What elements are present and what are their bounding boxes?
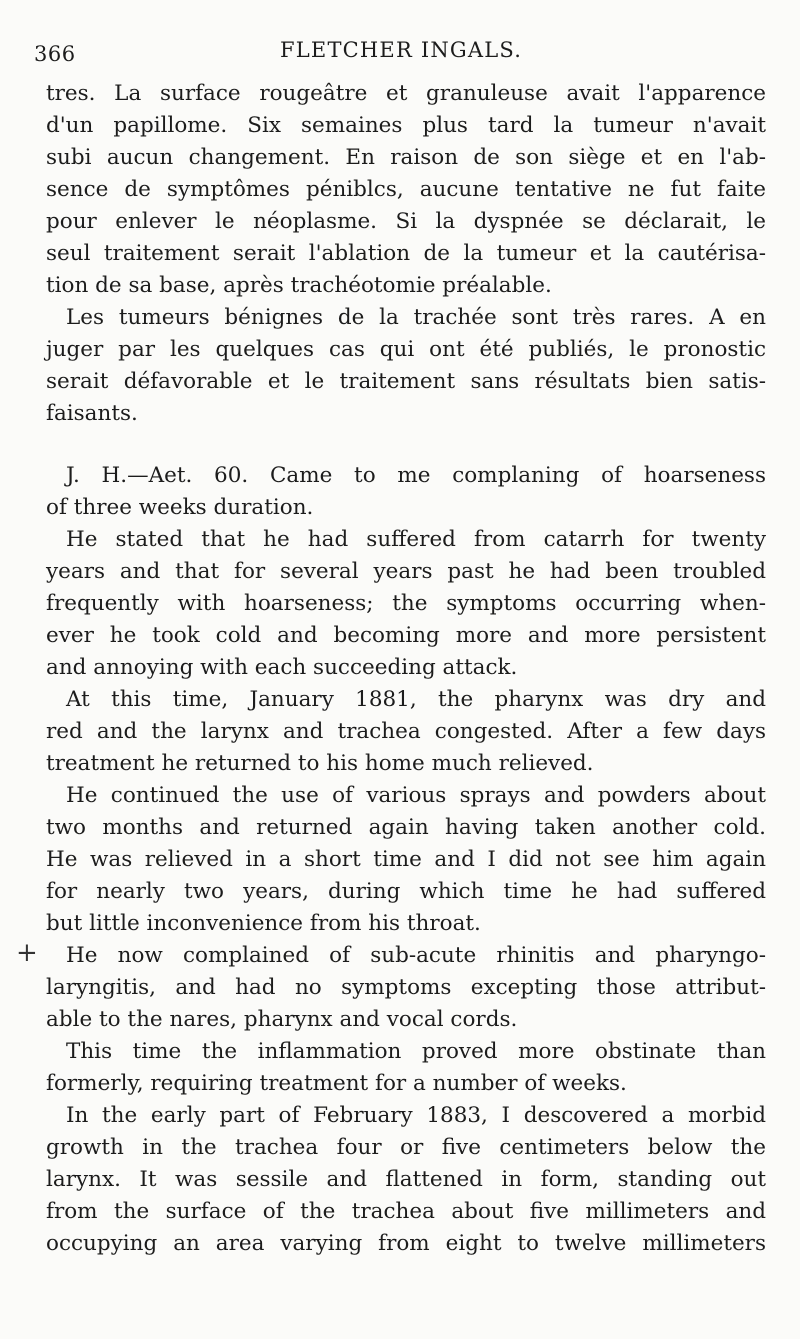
text-line: laryngitis, and had no symptoms excepting those attribut- xyxy=(46,975,766,1000)
text-line: He continued the use of various sprays and powders about xyxy=(66,783,766,808)
text-line: occupying an area varying from eight to twelve millimeters xyxy=(46,1231,766,1256)
text-line: juger par les quelques cas qui ont été publiés, le pronostic xyxy=(46,337,766,362)
text-line: J. H.—Aet. 60. Came to me complaning of hoarseness xyxy=(66,463,766,488)
text-line: tres. La surface rougeâtre et granuleuse avait l'apparence xyxy=(46,81,766,106)
running-head: FLETCHER INGALS. xyxy=(280,38,523,62)
text-line: In the early part of February 1883, I descovered a morbid xyxy=(66,1103,766,1128)
text-line: from the surface of the trachea about five millimeters and xyxy=(46,1199,766,1224)
paragraph-gap xyxy=(46,430,766,460)
text-line: for nearly two years, during which time he had suffered xyxy=(46,879,766,904)
text-line: faisants. xyxy=(46,401,138,426)
text-line: and annoying with each succeeding attack. xyxy=(46,655,518,680)
text-line: subi aucun changement. En raison de son siège et en l'ab- xyxy=(46,145,766,170)
text-line: At this time, January 1881, the pharynx was dry and xyxy=(66,687,766,712)
text-line: d'un papillome. Six semaines plus tard la tumeur n'avait xyxy=(46,113,766,138)
text-line: frequently with hoarseness; the symptoms occurring when- xyxy=(46,591,766,616)
text-line: years and that for several years past he had been troubled xyxy=(46,559,766,584)
text-line: treatment he returned to his home much relieved. xyxy=(46,751,594,776)
text-line: ever he took cold and becoming more and more persistent xyxy=(46,623,766,648)
page-header xyxy=(30,38,770,78)
text-line: growth in the trachea four or five centimeters below the xyxy=(46,1135,766,1160)
text-line: Les tumeurs bénignes de la trachée sont très rares. A en xyxy=(66,305,766,330)
text-line: He now complained of sub-acute rhinitis and pharyngo- xyxy=(66,943,766,968)
page-number: 366 xyxy=(34,42,76,66)
text-line: able to the nares, pharynx and vocal cords. xyxy=(46,1007,518,1032)
text-line: He was relieved in a short time and I did not see him again xyxy=(46,847,766,872)
text-line: larynx. It was sessile and flattened in form, standing out xyxy=(46,1167,766,1192)
text-line: He stated that he had suffered from catarrh for twenty xyxy=(66,527,766,552)
text-line: This time the inflammation proved more obstinate than xyxy=(66,1039,766,1064)
text-line: formerly, requiring treatment for a number of weeks. xyxy=(46,1071,627,1096)
text-line: pour enlever le néoplasme. Si la dyspnée se déclarait, le xyxy=(46,209,766,234)
text-line: serait défavorable et le traitement sans résultats bien satis- xyxy=(46,369,766,394)
margin-annotation-mark: + xyxy=(16,938,38,968)
text-line: but little inconvenience from his throat. xyxy=(46,911,481,936)
text-line: seul traitement serait l'ablation de la tumeur et la cautérisa- xyxy=(46,241,766,266)
text-line: of three weeks duration. xyxy=(46,495,314,520)
text-line: tion de sa base, après trachéotomie préalable. xyxy=(46,273,552,298)
text-line: sence de symptômes péniblcs, aucune tentative ne fut faite xyxy=(46,177,766,202)
text-line: red and the larynx and trachea congested. After a few days xyxy=(46,719,766,744)
body-text xyxy=(46,78,766,1260)
text-line: two months and returned again having taken another cold. xyxy=(46,815,766,840)
